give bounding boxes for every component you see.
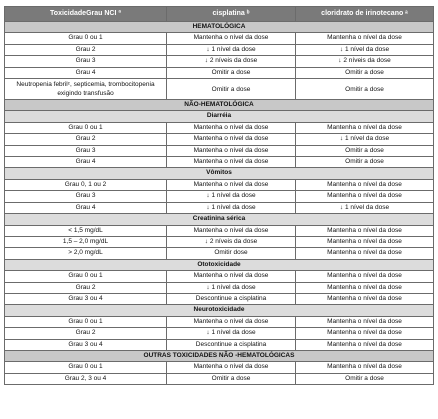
cell-toxicity-grade: Grau 0 ou 1 bbox=[5, 122, 167, 133]
table-row bbox=[5, 248, 434, 259]
cell-cisplatin-action: Omitir a dose bbox=[167, 373, 296, 384]
table-row bbox=[5, 339, 434, 350]
section-title: NÃO-HEMATOLÓGICA bbox=[5, 100, 434, 111]
cell-irinotecan-action: ↓ 2 níveis da dose bbox=[296, 56, 434, 67]
subsection-header-row bbox=[5, 214, 434, 225]
cell-irinotecan-action: Mantenha o nível da dose bbox=[296, 179, 434, 190]
cell-toxicity-grade: Grau 3 bbox=[5, 191, 167, 202]
table-body bbox=[5, 22, 434, 385]
cell-cisplatin-action: ↓ 1 nível da dose bbox=[167, 328, 296, 339]
cell-toxicity-grade: Grau 0 ou 1 bbox=[5, 362, 167, 373]
cell-cisplatin-action: Mantenha o nível da dose bbox=[167, 179, 296, 190]
cell-cisplatin-action: Omitir dose bbox=[167, 248, 296, 259]
section-header-row bbox=[5, 350, 434, 361]
subsection-title: Ototoxicidade bbox=[5, 259, 434, 270]
table-row bbox=[5, 362, 434, 373]
cell-irinotecan-action: Mantenha o nível da dose bbox=[296, 248, 434, 259]
cell-cisplatin-action: Mantenha o nível da dose bbox=[167, 134, 296, 145]
cell-cisplatin-action: Mantenha o nível da dose bbox=[167, 225, 296, 236]
cell-irinotecan-action: Omitir a dose bbox=[296, 67, 434, 78]
cell-toxicity-grade: Neutropenia febrilᶜ, septicemia, trombocitopenia exigindo transfusão bbox=[5, 79, 167, 100]
cell-cisplatin-action: ↓ 1 nível da dose bbox=[167, 191, 296, 202]
cell-irinotecan-action: Mantenha o nível da dose bbox=[296, 293, 434, 304]
cell-irinotecan-action: ↓ 1 nível da dose bbox=[296, 134, 434, 145]
cell-cisplatin-action: Descontinue a cisplatina bbox=[167, 293, 296, 304]
cell-toxicity-grade: Grau 4 bbox=[5, 157, 167, 168]
table-row bbox=[5, 202, 434, 213]
cell-cisplatin-action: Mantenha o nível da dose bbox=[167, 122, 296, 133]
header-cisplatin: cisplatina ᵇ bbox=[167, 7, 296, 22]
table-row bbox=[5, 316, 434, 327]
cell-toxicity-grade: Grau 4 bbox=[5, 67, 167, 78]
cell-toxicity-grade: Grau 3 ou 4 bbox=[5, 339, 167, 350]
cell-toxicity-grade: Grau 3 ou 4 bbox=[5, 293, 167, 304]
table-row bbox=[5, 236, 434, 247]
cell-cisplatin-action: ↓ 1 nível da dose bbox=[167, 44, 296, 55]
cell-cisplatin-action: ↓ 1 nível da dose bbox=[167, 202, 296, 213]
table-row bbox=[5, 44, 434, 55]
cell-toxicity-grade: > 2,0 mg/dL bbox=[5, 248, 167, 259]
cell-irinotecan-action: Omitir a dose bbox=[296, 145, 434, 156]
table-row bbox=[5, 157, 434, 168]
subsection-header-row bbox=[5, 168, 434, 179]
section-title: HEMATOLÓGICA bbox=[5, 22, 434, 33]
cell-cisplatin-action: ↓ 1 nível da dose bbox=[167, 282, 296, 293]
cell-irinotecan-action: Mantenha o nível da dose bbox=[296, 339, 434, 350]
cell-cisplatin-action: Mantenha o nível da dose bbox=[167, 316, 296, 327]
cell-cisplatin-action: Omitir a dose bbox=[167, 67, 296, 78]
cell-irinotecan-action: Mantenha o nível da dose bbox=[296, 328, 434, 339]
cell-irinotecan-action: Mantenha o nível da dose bbox=[296, 282, 434, 293]
table-row bbox=[5, 293, 434, 304]
table-row bbox=[5, 179, 434, 190]
cell-irinotecan-action: Mantenha o nível da dose bbox=[296, 191, 434, 202]
table-header-row bbox=[5, 7, 434, 22]
section-title: OUTRAS TOXICIDADES NÃO -HEMATOLÓGICAS bbox=[5, 350, 434, 361]
table-row bbox=[5, 122, 434, 133]
cell-toxicity-grade: Grau 4 bbox=[5, 202, 167, 213]
dose-adjustment-table bbox=[4, 6, 434, 385]
subsection-title: Vômitos bbox=[5, 168, 434, 179]
table-row bbox=[5, 328, 434, 339]
cell-toxicity-grade: Grau 2 bbox=[5, 134, 167, 145]
cell-toxicity-grade: Grau 0 ou 1 bbox=[5, 271, 167, 282]
subsection-header-row bbox=[5, 111, 434, 122]
cell-irinotecan-action: Mantenha o nível da dose bbox=[296, 271, 434, 282]
cell-toxicity-grade: < 1,5 mg/dL bbox=[5, 225, 167, 236]
cell-toxicity-grade: Grau 0, 1 ou 2 bbox=[5, 179, 167, 190]
cell-toxicity-grade: Grau 3 bbox=[5, 145, 167, 156]
cell-irinotecan-action: Mantenha o nível da dose bbox=[296, 33, 434, 44]
subsection-title: Creatinina sérica bbox=[5, 214, 434, 225]
table-row bbox=[5, 145, 434, 156]
cell-irinotecan-action: ↓ 1 nível da dose bbox=[296, 202, 434, 213]
cell-toxicity-grade: Grau 3 bbox=[5, 56, 167, 67]
cell-irinotecan-action: Omitir a dose bbox=[296, 373, 434, 384]
header-toxicity: ToxicidadeGrau NCI ª bbox=[5, 7, 167, 22]
cell-irinotecan-action: Mantenha o nível da dose bbox=[296, 362, 434, 373]
cell-toxicity-grade: Grau 2, 3 ou 4 bbox=[5, 373, 167, 384]
cell-toxicity-grade: Grau 0 ou 1 bbox=[5, 33, 167, 44]
table-row bbox=[5, 67, 434, 78]
table-row bbox=[5, 33, 434, 44]
cell-toxicity-grade: Grau 2 bbox=[5, 328, 167, 339]
cell-cisplatin-action: Mantenha o nível da dose bbox=[167, 157, 296, 168]
table-row bbox=[5, 134, 434, 145]
cell-cisplatin-action: Descontinue a cisplatina bbox=[167, 339, 296, 350]
cell-irinotecan-action: Mantenha o nível da dose bbox=[296, 316, 434, 327]
header-irinotecan: cloridrato de irinotecano ᵃ bbox=[296, 7, 434, 22]
cell-cisplatin-action: Mantenha o nível da dose bbox=[167, 33, 296, 44]
dose-adjustment-table-container bbox=[4, 6, 433, 385]
table-row bbox=[5, 191, 434, 202]
table-row bbox=[5, 225, 434, 236]
table-row bbox=[5, 79, 434, 100]
cell-irinotecan-action: Omitir a dose bbox=[296, 79, 434, 100]
cell-cisplatin-action: ↓ 2 níveis da dose bbox=[167, 236, 296, 247]
cell-cisplatin-action: Omitir a dose bbox=[167, 79, 296, 100]
cell-irinotecan-action: Mantenha o nível da dose bbox=[296, 122, 434, 133]
table-row bbox=[5, 373, 434, 384]
section-header-row bbox=[5, 22, 434, 33]
cell-toxicity-grade: Grau 2 bbox=[5, 44, 167, 55]
section-header-row bbox=[5, 100, 434, 111]
subsection-title: Diarréia bbox=[5, 111, 434, 122]
table-row bbox=[5, 282, 434, 293]
subsection-header-row bbox=[5, 259, 434, 270]
cell-irinotecan-action: Mantenha o nível da dose bbox=[296, 236, 434, 247]
cell-cisplatin-action: Mantenha o nível da dose bbox=[167, 271, 296, 282]
cell-toxicity-grade: Grau 0 ou 1 bbox=[5, 316, 167, 327]
subsection-header-row bbox=[5, 305, 434, 316]
cell-cisplatin-action: Mantenha o nível da dose bbox=[167, 362, 296, 373]
cell-irinotecan-action: Mantenha o nível da dose bbox=[296, 225, 434, 236]
cell-cisplatin-action: ↓ 2 níveis da dose bbox=[167, 56, 296, 67]
subsection-title: Neurotoxicidade bbox=[5, 305, 434, 316]
cell-toxicity-grade: Grau 2 bbox=[5, 282, 167, 293]
cell-cisplatin-action: Mantenha o nível da dose bbox=[167, 145, 296, 156]
table-row bbox=[5, 56, 434, 67]
cell-irinotecan-action: Omitir a dose bbox=[296, 157, 434, 168]
table-row bbox=[5, 271, 434, 282]
cell-toxicity-grade: 1,5 – 2,0 mg/dL bbox=[5, 236, 167, 247]
cell-irinotecan-action: ↓ 1 nível da dose bbox=[296, 44, 434, 55]
